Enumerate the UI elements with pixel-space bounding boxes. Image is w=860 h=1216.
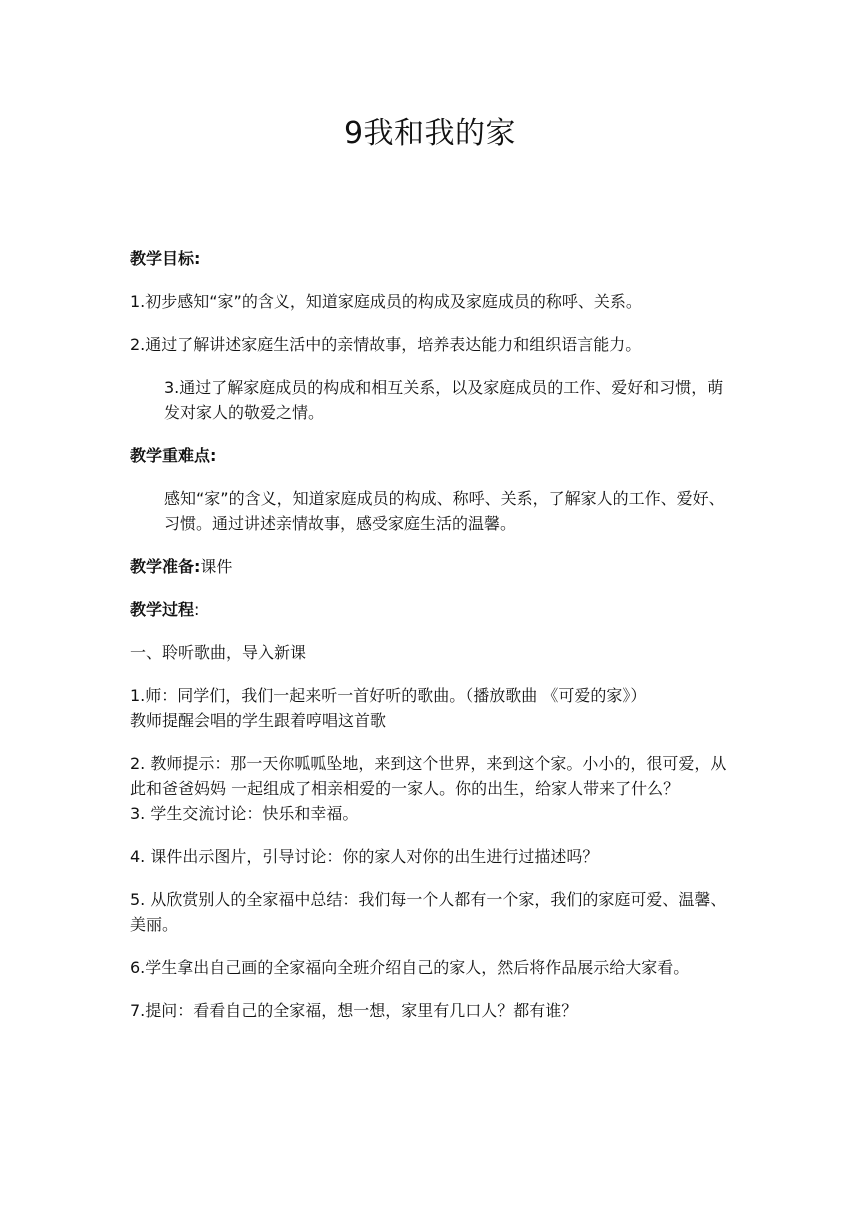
goal-item-2: 2.通过了解讲述家庭生活中的亲情故事，培养表达能力和组织语言能力。 xyxy=(130,335,642,354)
preparation-line xyxy=(130,554,730,579)
step-3: 3. 学生交流讨论：快乐和幸福。 xyxy=(130,804,359,823)
goals-heading: 教学目标: xyxy=(130,249,201,268)
key-points-text: 感知“家”的含义，知道家庭成员的构成、称呼、关系，了解家人的工作、爱好、习惯。通过讲述亲情故事，感受家庭生活的温馨。 xyxy=(164,489,725,533)
step-1-line-1: 1.师：同学们，我们一起来听一首好听的歌曲。（播放歌曲 《可爱的家》） xyxy=(130,686,647,705)
step-7: 7.提问：看看自己的全家福，想一想，家里有几口人？都有谁？ xyxy=(130,1001,578,1020)
step-4: 4. 课件出示图片，引导讨论：你的家人对你的出生进行过描述吗？ xyxy=(130,847,599,866)
key-points-heading: 教学重难点: xyxy=(130,446,217,465)
section-1-title: 一、聆听歌曲，导入新课 xyxy=(130,643,307,662)
step-6: 6.学生拿出自己画的全家福向全班介绍自己的家人，然后将作品展示给大家看。 xyxy=(130,958,690,977)
document-body xyxy=(130,246,730,1041)
preparation-text: 课件 xyxy=(200,557,233,576)
step-5: 5. 从欣赏别人的全家福中总结：我们每一个人都有一个家，我们的家庭可爱、温馨、美丽。 xyxy=(130,890,727,934)
step-1-line-2: 教师提醒会唱的学生跟着哼唱这首歌 xyxy=(130,711,387,730)
preparation-heading: 教学准备: xyxy=(130,557,201,576)
process-heading-line xyxy=(130,597,730,622)
step-2: 2. 教师提示：那一天你呱呱坠地，来到这个世界，来到这个家。小小的，很可爱，从此和爸爸妈妈 一起组成了相亲相爱的一家人。你的出生，给家人带来了什么？ xyxy=(130,754,727,798)
goal-item-3: 3.通过了解家庭成员的构成和相互关系，以及家庭成员的工作、爱好和习惯，萌发对家人的敬爱之情。 xyxy=(164,378,724,422)
process-heading: 教学过程 xyxy=(130,600,195,619)
goal-item-1: 1.初步感知“家”的含义，知道家庭成员的构成及家庭成员的称呼、关系。 xyxy=(130,292,642,311)
document-title: 9我和我的家 xyxy=(343,116,517,151)
process-heading-colon: : xyxy=(194,600,200,619)
